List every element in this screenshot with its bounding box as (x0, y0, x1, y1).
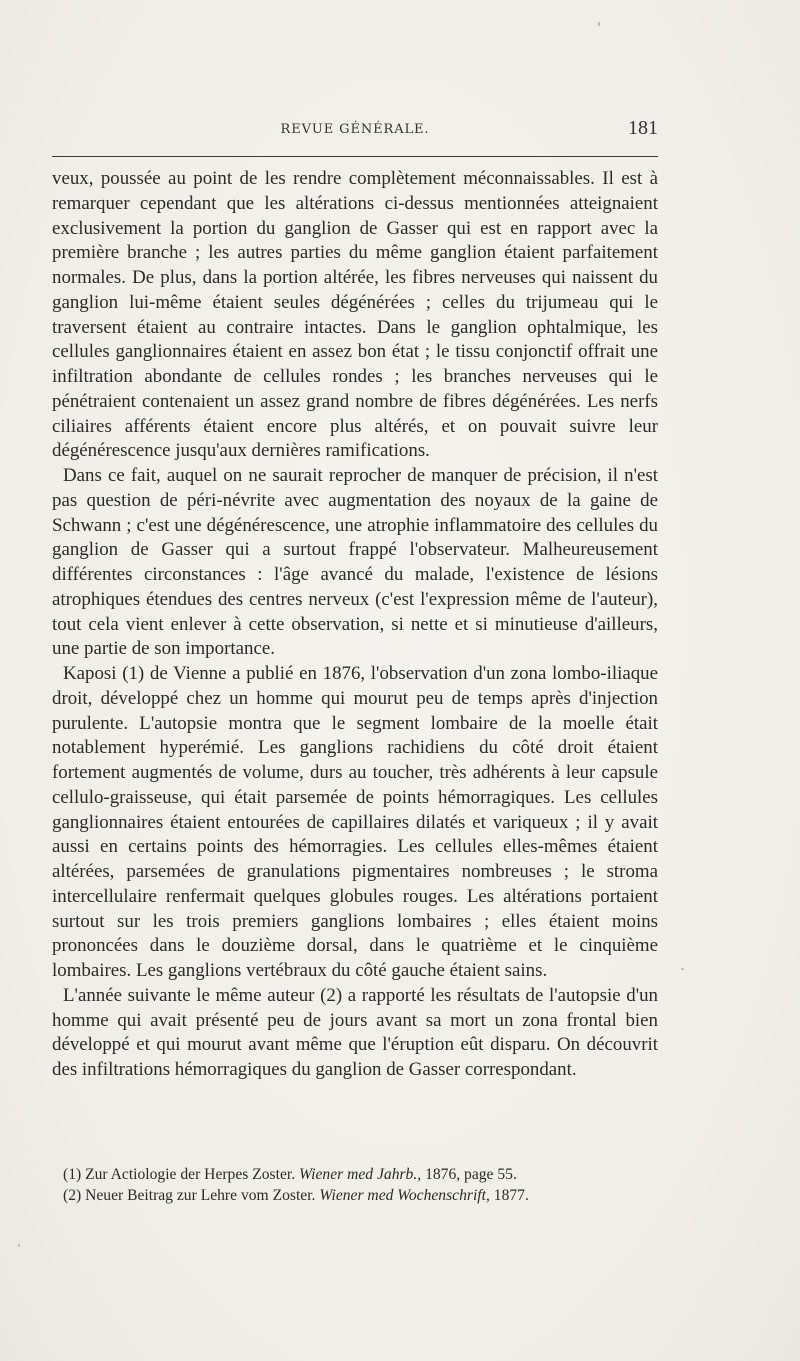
header-rule (52, 156, 658, 157)
footnote-2-text: Neuer Beitrag zur Lehre vom Zoster. (85, 1187, 316, 1204)
paragraph-3: Kaposi (1) de Vienne a publié en 1876, l'observation d'un zona lombo-iliaque droit, développé chez un homme qui mourut peu de temps après d'injection purulente. L'autopsie montra que le segment lombaire de la moelle était notablement hyperémié. Les ganglions rachidiens du côté droit étaient fortement augmentés de volume, durs au toucher, très adhérents à leur capsule cellulo-graisseuse, qui était parsemée de points hémorragiques. Les cellules ganglionnaires étaient entourées de capillaires dilatés et variqueux ; il y avait aussi en certains points des hémorragies. Les cellules elles-mêmes étaient altérées, parsemées de granulations pigmentaires nombreuses ; le stroma intercellulaire renfermait quelques globules rouges. Les altérations portaient surtout sur les trois premiers ganglions lombaires ; elles étaient moins prononcées dans le douzième dorsal, dans le quatrième et le cinquième lombaires. Les ganglions vertébraux du côté gauche étaient sains. (52, 663, 658, 981)
body-text (52, 167, 658, 1083)
footnote-1-mark: (1) (63, 1166, 82, 1183)
footnote-2-details: 1877. (493, 1187, 529, 1204)
paper-speck (18, 1244, 20, 1247)
paper-speck (681, 968, 684, 970)
footnote-1 (63, 1164, 658, 1185)
page-number: 181 (628, 117, 658, 139)
footnote-1-details: 1876, page 55. (425, 1166, 517, 1183)
footnote-1-journal: Wiener med Jahrb., (299, 1166, 422, 1183)
running-head: REVUE GÉNÉRALE. (280, 122, 430, 137)
footnote-1-text: Zur Actiologie der Herpes Zoster. (85, 1166, 296, 1183)
paragraph-1: veux, poussée au point de les rendre complètement méconnaissables. Il est à remarquer cependant que les altérations ci-dessus mentionnées atteignaient exclusivement la portion du ganglion de Gasser qui est en rapport avec la première branche ; les autres parties du même ganglion étaient parfaitement normales. De plus, dans la portion altérée, les fibres nerveuses qui naissent du ganglion lui-même étaient seules dégénérées ; celles du trijumeau qui le traversent étaient au contraire intactes. Dans le ganglion ophtalmique, les cellules ganglionnaires étaient en assez bon état ; le tissu conjonctif offrait une infiltration abondante de cellules rondes ; les branches nerveuses qui le pénétraient contenaient un assez grand nombre de fibres dégénérées. Les nerfs ciliaires afférents étaient encore plus altérés, et on pouvait suivre leur dégénérescence jusqu'aux dernières ramifications. (52, 168, 658, 462)
footnote-2-mark: (2) (63, 1187, 82, 1204)
paragraph-2: Dans ce fait, auquel on ne saurait reprocher de manquer de précision, il n'est pas question de péri-névrite avec augmentation des noyaux de la gaine de Schwann ; c'est une dégénérescence, une atrophie inflammatoire des cellules du ganglion de Gasser qui a surtout frappé l'observateur. Malheureusement différentes circonstances : l'âge avancé du malade, l'existence de lésions atrophiques étendues des centres nerveux (c'est l'expression même de l'auteur), tout cela vient enlever à cette observation, si nette et si minutieuse d'ailleurs, une partie de son importance. (52, 465, 658, 660)
paper-speck (598, 22, 600, 26)
footnote-2 (63, 1185, 658, 1206)
footnote-2-journal: Wiener med Wochenschrift, (319, 1187, 490, 1204)
paragraph-4: L'année suivante le même auteur (2) a rapporté les résultats de l'autopsie d'un homme qui avait présenté peu de jours avant sa mort un zona frontal bien développé et qui mourut avant même que l'éruption eût disparu. On découvrit des infiltrations hémorragiques du ganglion de Gasser correspondant. (52, 984, 658, 1080)
page-header (52, 116, 658, 144)
footnotes (63, 1164, 658, 1206)
